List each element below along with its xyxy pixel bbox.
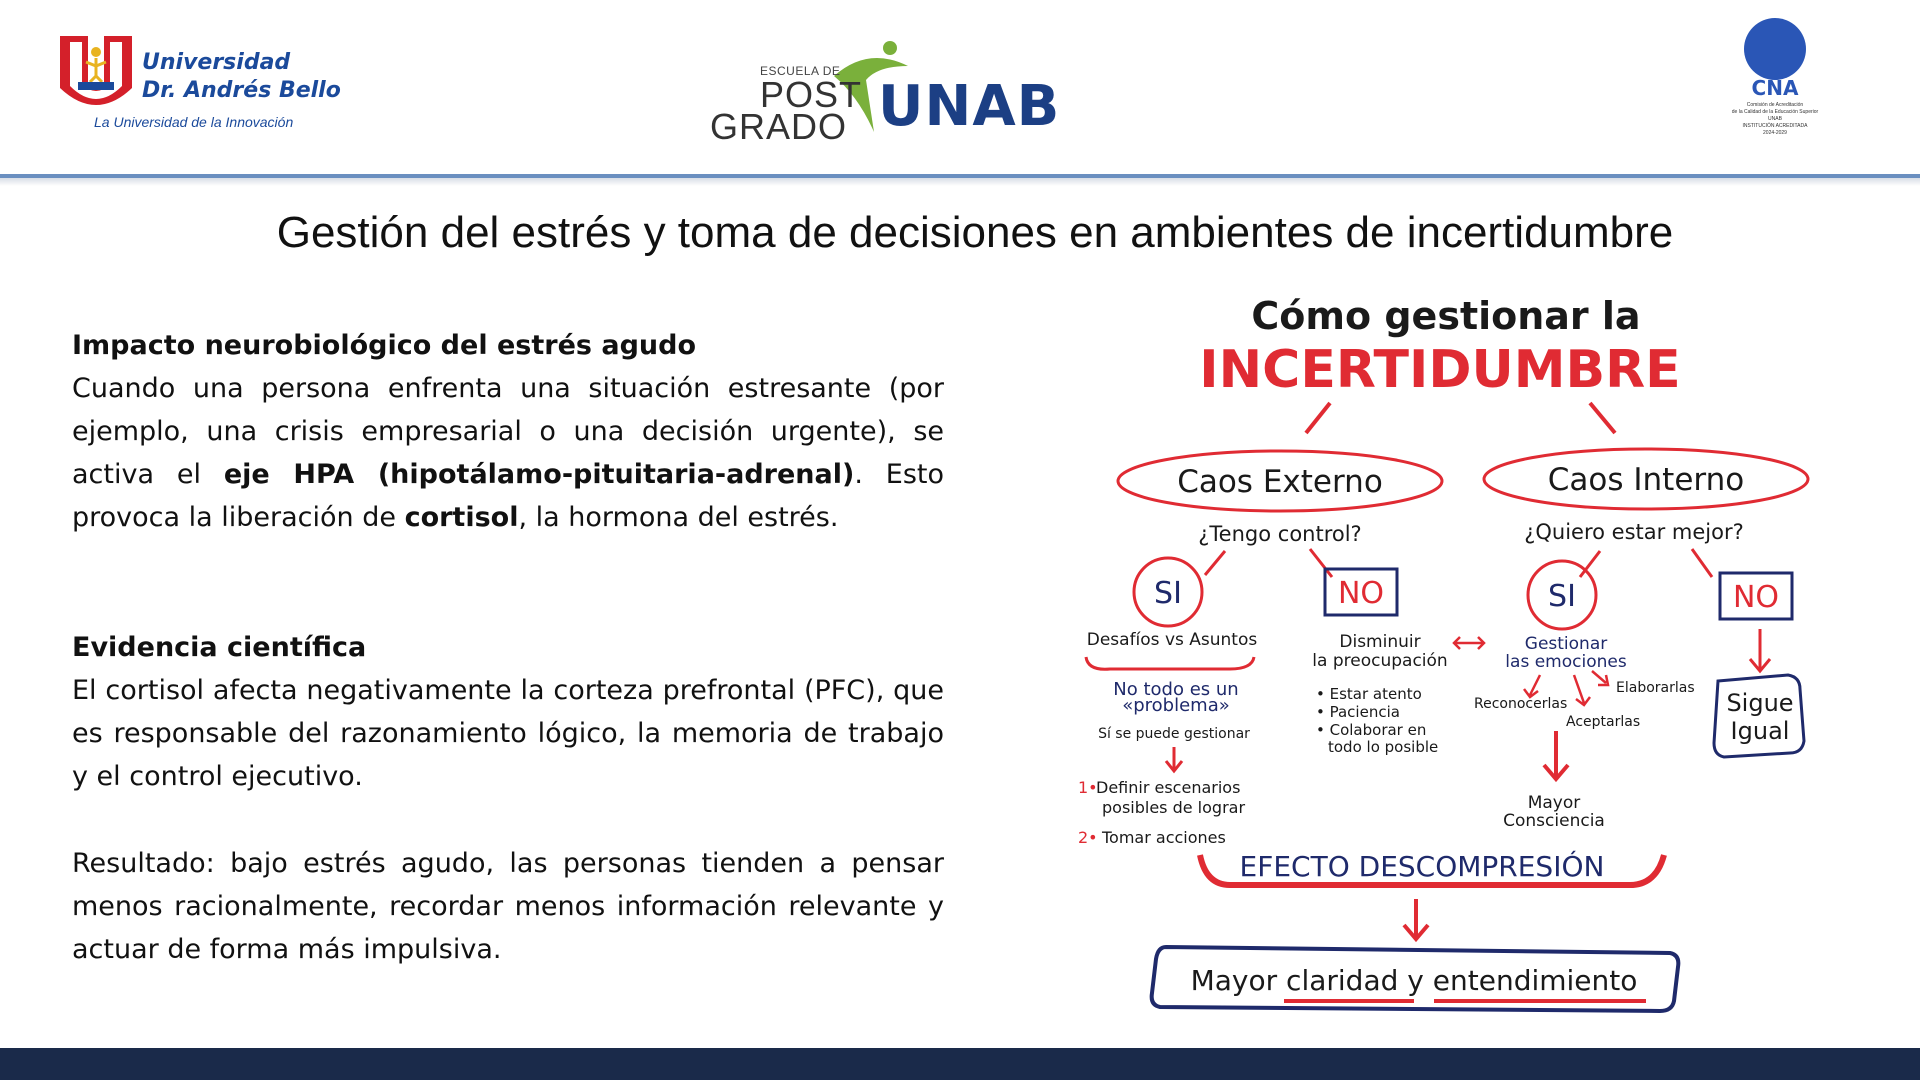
- connector-title-externo: [1306, 403, 1330, 433]
- connector-interno-no: [1692, 549, 1712, 577]
- arrow-mayor-consciencia: [1544, 731, 1568, 779]
- impacto-heading: Impacto neurobiológico del estrés agudo: [72, 330, 697, 361]
- connector-externo-no: [1310, 549, 1332, 577]
- bullet-paciencia: • Paciencia: [1316, 703, 1400, 721]
- q-quiero-estar-mejor: ¿Quiero estar mejor?: [1524, 520, 1744, 544]
- logo-name-line2: Dr. Andrés Bello: [142, 78, 341, 103]
- header-shadow: [0, 178, 1920, 186]
- impacto-bold-cortisol: cortisol: [404, 502, 519, 533]
- arrow-reconocerlas: [1524, 675, 1540, 697]
- disminuir-line1: Disminuir: [1339, 632, 1421, 652]
- infographic-svg: [1070, 285, 1850, 1025]
- logo-post: POST: [760, 74, 863, 115]
- impacto-text-1: Cuando una persona enfrenta una situación estresante (por ejemplo, una crisis empresarial o una decisión urgente), se activa el: [72, 373, 944, 490]
- section-impacto: [72, 324, 944, 539]
- step2-label: Tomar acciones: [1102, 828, 1226, 847]
- bullet-colaborar-2: todo lo posible: [1328, 738, 1439, 756]
- logo-unab-wordmark: UNAB: [878, 74, 1061, 139]
- logo-tagline: La Universidad de la Innovación: [94, 114, 294, 130]
- connector-externo-si: [1205, 551, 1225, 575]
- efecto-descompresion: EFECTO DESCOMPRESIÓN: [1239, 850, 1605, 883]
- cna-line4: INSTITUCIÓN ACREDITADA: [1742, 123, 1808, 129]
- cna-seal-icon: [1744, 18, 1806, 80]
- si-interno-label: SI: [1548, 579, 1576, 614]
- step1-line1: Definir escenarios: [1096, 778, 1241, 797]
- footer-bar: [0, 1048, 1920, 1080]
- escuela-postgrado-logo[interactable]: [708, 36, 1061, 147]
- gestionar-line2: las emociones: [1505, 652, 1627, 672]
- step1-line2: posibles de lograr: [1102, 798, 1246, 817]
- si-se-puede: Sí se puede gestionar: [1098, 726, 1250, 742]
- arrow-aceptarlas: [1574, 675, 1590, 705]
- impacto-text-2: . Esto provoca la liberación de: [72, 459, 945, 533]
- no-interno-label: NO: [1732, 580, 1780, 615]
- mayor-line1: Mayor: [1527, 793, 1581, 813]
- no-externo-label: NO: [1337, 576, 1385, 611]
- caos-interno-label: Caos Interno: [1547, 462, 1745, 498]
- caos-externo-label: Caos Externo: [1177, 464, 1383, 500]
- reconocerlas-label: Reconocerlas: [1474, 696, 1568, 712]
- page-title: Gestión del estrés y toma de decisiones en ambientes de incertidumbre: [276, 208, 1674, 257]
- brace-desafios: [1086, 657, 1254, 669]
- impacto-text-3: , la hormona del estrés.: [518, 502, 839, 533]
- final-text: [1191, 964, 1638, 997]
- cna-line1: Comisión de Acreditación: [1746, 102, 1804, 108]
- no-todo-line1: No todo es un: [1113, 679, 1239, 700]
- arrow-sigue-igual: [1750, 629, 1770, 671]
- double-arrow-icon: [1454, 637, 1484, 649]
- connector-title-interno: [1590, 403, 1615, 433]
- cna-accreditation-logo[interactable]: [1710, 16, 1840, 146]
- unab-u-emblem-icon: [56, 32, 136, 116]
- aceptarlas-label: Aceptarlas: [1566, 714, 1641, 730]
- no-todo-line2: «problema»: [1122, 695, 1230, 716]
- sigue-line2: Igual: [1730, 717, 1790, 745]
- final-mayor: Mayor: [1190, 964, 1278, 997]
- impacto-bold-hpa: eje HPA (hipotálamo-pituitaria-adrenal): [223, 459, 855, 490]
- info-title-line1: Cómo gestionar la: [1251, 294, 1641, 338]
- step2-number: 2•: [1078, 828, 1098, 847]
- sigue-line1: Sigue: [1726, 689, 1794, 717]
- elaborarlas-label: Elaborarlas: [1616, 680, 1695, 696]
- evidencia-paragraph: El cortisol afecta negativamente la corteza prefrontal (PFC), que es responsable del razonamiento lógico, la memoria de trabajo y el control ejecutivo.: [72, 675, 944, 792]
- logo-escuela-de: ESCUELA DE: [760, 64, 841, 78]
- final-y: y: [1407, 964, 1424, 997]
- final-entendimiento: entendimiento: [1432, 964, 1638, 997]
- logo-grado: GRADO: [710, 106, 848, 147]
- mayor-line2: Consciencia: [1503, 811, 1605, 831]
- disminuir-line2: la preocupación: [1312, 651, 1448, 671]
- bullet-colaborar-1: • Colaborar en: [1316, 721, 1427, 739]
- cna-line3: UNAB: [1768, 116, 1782, 122]
- final-claridad: claridad: [1286, 964, 1399, 997]
- bullet-estar-atento: • Estar atento: [1316, 685, 1422, 703]
- evidencia-heading: Evidencia científica: [72, 632, 367, 663]
- universidad-andres-bello-logo[interactable]: [56, 26, 356, 136]
- si-externo-label: SI: [1154, 576, 1182, 611]
- q-tengo-control: ¿Tengo control?: [1198, 522, 1362, 546]
- arrow-to-steps: [1166, 747, 1182, 771]
- arrow-to-final: [1404, 899, 1428, 939]
- resultado-paragraph: Resultado: bajo estrés agudo, las personas tienden a pensar menos racionalmente, recordar menos información relevante y actuar de forma más impulsiva.: [72, 848, 944, 965]
- section-resultado: [72, 842, 944, 971]
- gestionar-line1: Gestionar: [1524, 634, 1608, 654]
- cna-line5: 2024-2029: [1763, 130, 1787, 136]
- info-title-line2: INCERTIDUMBRE: [1199, 340, 1681, 400]
- desafios-vs-asuntos: Desafíos vs Asuntos: [1086, 630, 1258, 650]
- connector-interno-si: [1580, 551, 1600, 577]
- cna-acronym: CNA: [1751, 76, 1799, 100]
- impacto-paragraph: [72, 367, 944, 539]
- incertidumbre-infographic: [1070, 285, 1850, 1025]
- cna-line2: de la Calidad de la Educación Superior: [1731, 109, 1819, 115]
- step1-number: 1•: [1078, 778, 1098, 797]
- header: [0, 0, 1920, 176]
- section-evidencia: [72, 626, 944, 798]
- arrow-elaborarlas: [1592, 671, 1608, 685]
- logo-name-line1: Universidad: [142, 50, 291, 75]
